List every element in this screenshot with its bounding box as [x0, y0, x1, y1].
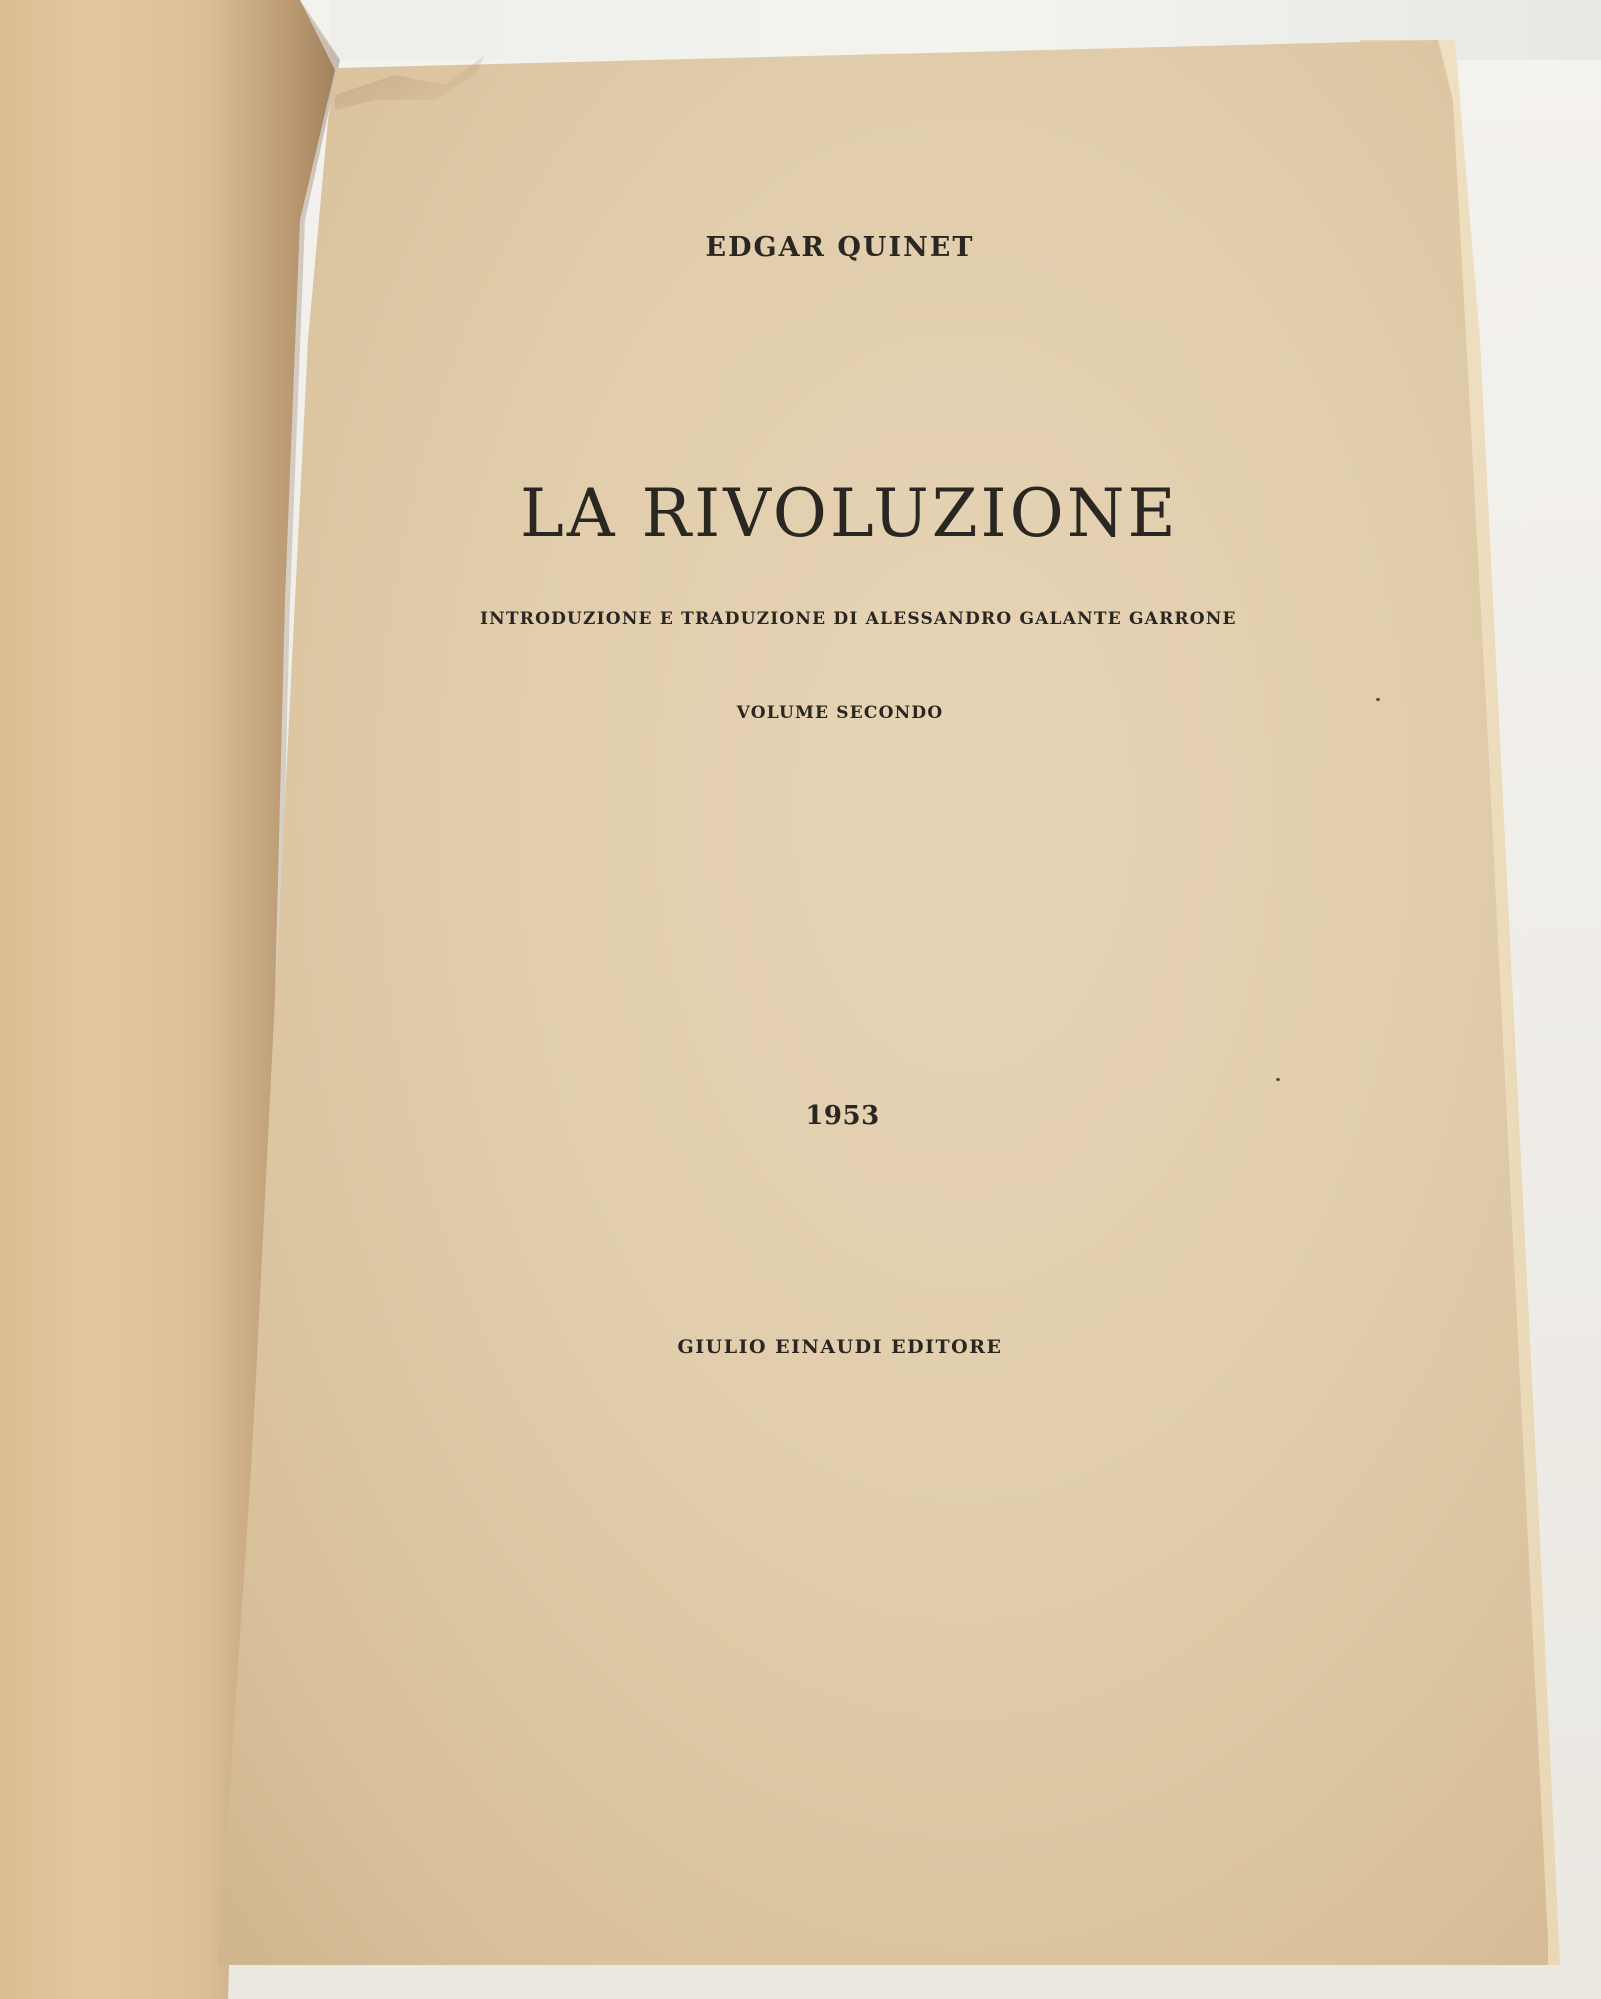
publication-year: 1953: [805, 1101, 880, 1131]
volume-label: VOLUME SECONDO: [736, 703, 944, 723]
book-title: LA RIVOLUZIONE: [520, 475, 1179, 552]
title-page: [218, 40, 1573, 1965]
author-name: EDGAR QUINET: [705, 232, 975, 263]
paper-speck: [1376, 698, 1380, 701]
publisher-name: GIULIO EINAUDI EDITORE: [677, 1336, 1003, 1358]
book-subtitle: INTRODUZIONE E TRADUZIONE DI ALESSANDRO GALANTE GARRONE: [480, 609, 1237, 629]
paper-speck: [1276, 1078, 1280, 1081]
